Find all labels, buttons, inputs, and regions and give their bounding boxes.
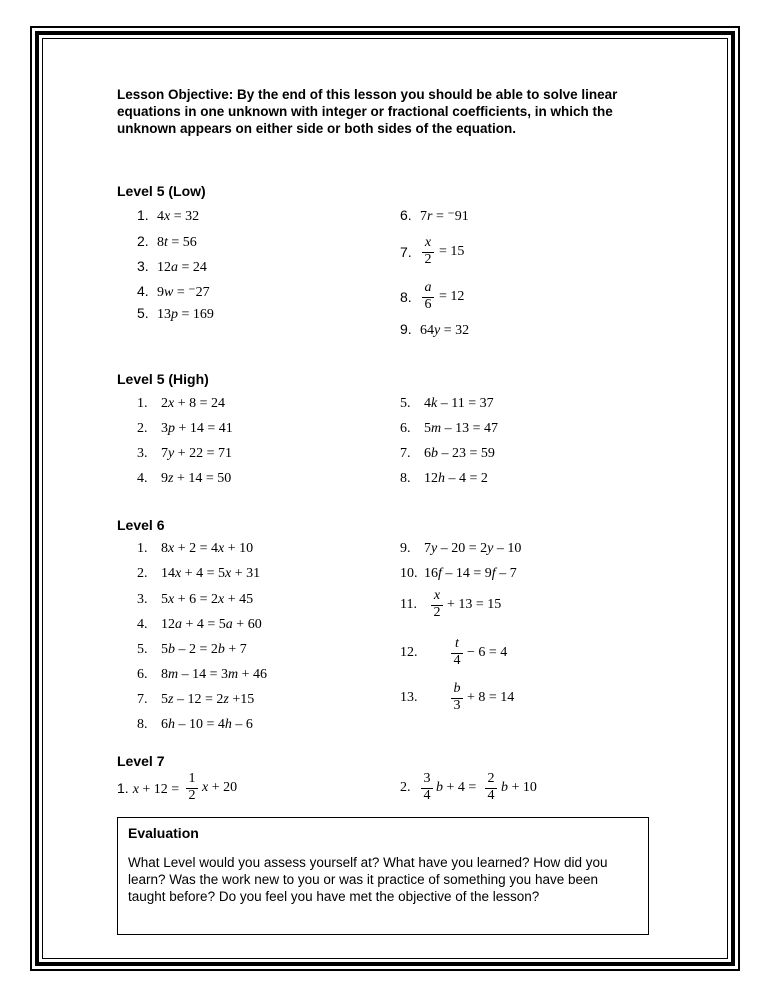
level6-q11: 11. bbox=[400, 597, 417, 612]
level5low-q5: 5. 13p = 169 bbox=[137, 305, 214, 322]
level7-q2: 2. bbox=[400, 780, 411, 795]
level5high-q6: 6. 5m – 13 = 47 bbox=[400, 421, 499, 436]
level7-q2-fraction: 3 4 b + 4 = 2 4 b + 10 bbox=[420, 771, 560, 805]
evaluation-title: Evaluation bbox=[128, 825, 199, 841]
level5low-q1: 1. 4x = 32 bbox=[137, 207, 200, 224]
level6-q7: 7. 5z – 12 = 2z +15 bbox=[137, 692, 255, 707]
level5high-q4: 4. 9z + 14 = 50 bbox=[137, 471, 232, 486]
level6-q4: 4. 12a + 4 = 5a + 60 bbox=[137, 617, 262, 632]
level5low-q4: 4. 9w = ⁻27 bbox=[137, 283, 210, 300]
level5low-q2: 2. 8t = 56 bbox=[137, 233, 197, 250]
level5high-q3: 3. 7y + 22 = 71 bbox=[137, 446, 233, 461]
lesson-objective: Lesson Objective: By the end of this lesson you should be able to solve linear equations in one unknown with integer or fractional coefficients, in which the unknown appears on either side or both sides of the equation. bbox=[117, 87, 618, 136]
level6-q8: 8. 6h – 10 = 4h – 6 bbox=[137, 717, 253, 732]
level7-q1-fraction: 1 2 x + 20 bbox=[185, 771, 265, 805]
level5high-q1: 1. 2x + 8 = 24 bbox=[137, 396, 226, 411]
evaluation-box bbox=[117, 817, 649, 935]
level-5-high-heading: Level 5 (High) bbox=[117, 371, 209, 387]
evaluation-text: What Level would you assess yourself at? What have you learned? How did you learn? Was the work new to you or was it practice of something you have been taught before? Do you feel you have met the objective of the lesson? bbox=[128, 855, 608, 904]
level5low-q6: 6. 7r = ⁻91 bbox=[400, 207, 469, 224]
level6-q2: 2. 14x + 4 = 5x + 31 bbox=[137, 566, 261, 581]
level5low-q9: 9. 64y = 32 bbox=[400, 321, 470, 338]
level6-q1: 1. 8x + 2 = 4x + 10 bbox=[137, 541, 254, 556]
level6-q11-fraction: x 2 + 13 = 15 bbox=[430, 588, 530, 622]
level6-q6: 6. 8m – 14 = 3m + 46 bbox=[137, 667, 268, 682]
level5high-q5: 5. 4k – 11 = 37 bbox=[400, 396, 494, 411]
level6-q3: 3. 5x + 6 = 2x + 45 bbox=[137, 592, 254, 607]
level6-q13-fraction: b 3 + 8 = 14 bbox=[450, 681, 530, 715]
level5high-q7: 7. 6b – 23 = 59 bbox=[400, 446, 495, 461]
level-5-low-heading: Level 5 (Low) bbox=[117, 183, 206, 199]
level5high-q2: 2. 3p + 14 = 41 bbox=[137, 421, 233, 436]
level5low-q8: 8. bbox=[400, 289, 412, 305]
level5low-q7: 7. bbox=[400, 244, 412, 260]
level6-q12: 12. bbox=[400, 645, 418, 660]
level-7-heading: Level 7 bbox=[117, 753, 165, 769]
level6-q12-fraction: t 4 − 6 = 4 bbox=[450, 636, 530, 670]
level5high-q8: 8. 12h – 4 = 2 bbox=[400, 471, 488, 486]
level6-q13: 13. bbox=[400, 690, 418, 705]
level5low-q8-fraction: a 6 = 12 bbox=[421, 280, 481, 314]
level-6-heading: Level 6 bbox=[117, 517, 165, 533]
level7-q1: 1. x + 12 = bbox=[117, 780, 180, 797]
level6-q5: 5. 5b – 2 = 2b + 7 bbox=[137, 642, 247, 657]
level5low-q3: 3. 12a = 24 bbox=[137, 258, 207, 275]
level6-q9: 9. 7y – 20 = 2y – 10 bbox=[400, 541, 522, 556]
level6-q10: 10. 16f – 14 = 9f – 7 bbox=[400, 566, 517, 581]
level5low-q7-fraction: x 2 = 15 bbox=[421, 235, 481, 269]
